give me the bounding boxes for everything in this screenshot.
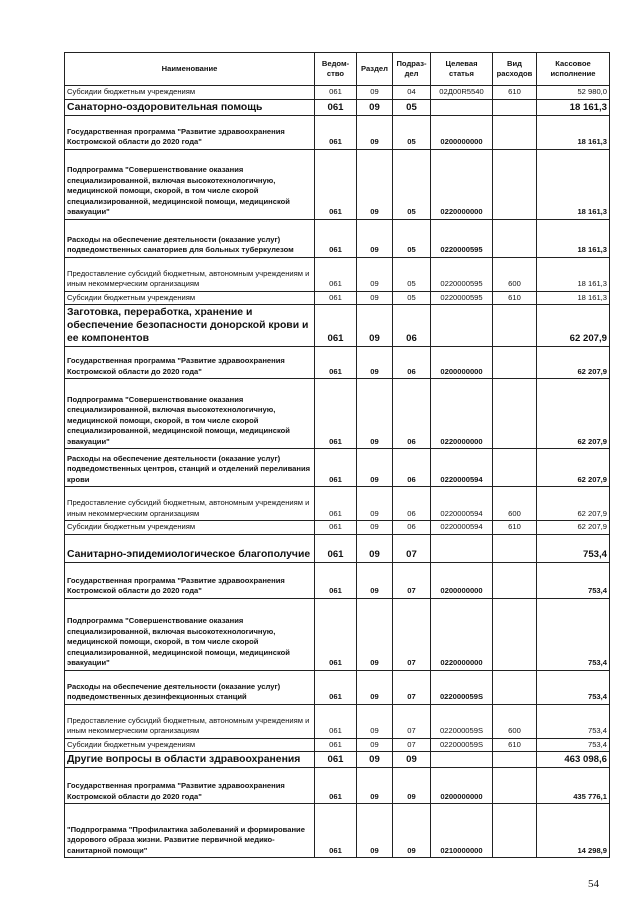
cell-section: 09 [357,347,393,379]
table-row [65,305,610,347]
cell-target [431,752,493,768]
cell-expense-type [493,449,537,487]
cell-amount: 62 207,9 [537,449,610,487]
cell-target: 0210000000 [431,804,493,858]
cell-expense-type: 600 [493,487,537,521]
table-row [65,670,610,704]
cell-subsection: 09 [393,752,431,768]
cell-name: Расходы на обеспечение деятельности (оказание услуг) подведомственных санаториев для больных туберкулезом [65,219,315,257]
cell-amount: 62 207,9 [537,305,610,347]
cell-name: Государственная программа "Развитие здравоохранения Костромской области до 2020 года" [65,768,315,804]
cell-amount: 52 980,0 [537,86,610,100]
table-row [65,115,610,149]
cell-section: 09 [357,449,393,487]
cell-expense-type [493,752,537,768]
cell-target [431,99,493,115]
cell-target: 0220000595 [431,257,493,291]
cell-ministry: 061 [315,347,357,379]
page-number: 54 [588,878,599,890]
table-row [65,487,610,521]
cell-amount: 18 161,3 [537,149,610,219]
table-row [65,449,610,487]
cell-target: 022000059S [431,738,493,752]
cell-name: Санитарно-эпидемиологическое благополучие [65,534,315,562]
cell-name: Предоставление субсидий бюджетным, автономным учреждениям и иным некоммерческим организациям [65,257,315,291]
cell-section: 09 [357,379,393,449]
cell-expense-type [493,99,537,115]
cell-subsection: 06 [393,305,431,347]
cell-ministry: 061 [315,598,357,670]
cell-target: 0220000595 [431,291,493,305]
cell-subsection: 07 [393,704,431,738]
cell-expense-type [493,804,537,858]
cell-expense-type [493,305,537,347]
cell-target: 0220000594 [431,521,493,535]
cell-ministry: 061 [315,99,357,115]
cell-ministry: 061 [315,487,357,521]
cell-target [431,305,493,347]
cell-section: 09 [357,521,393,535]
cell-amount: 18 161,3 [537,257,610,291]
cell-section: 09 [357,99,393,115]
cell-section: 09 [357,804,393,858]
cell-target: 0200000000 [431,347,493,379]
cell-amount: 18 161,3 [537,115,610,149]
header-section: Раздел [357,53,393,86]
cell-subsection: 05 [393,257,431,291]
cell-subsection: 04 [393,86,431,100]
cell-subsection: 06 [393,449,431,487]
cell-name: Расходы на обеспечение деятельности (оказание услуг) подведомственных дезинфекционных станций [65,670,315,704]
cell-ministry: 061 [315,804,357,858]
cell-section: 09 [357,738,393,752]
cell-expense-type: 600 [493,257,537,291]
cell-target: 022000059S [431,670,493,704]
table-row [65,347,610,379]
table-row [65,768,610,804]
cell-expense-type: 610 [493,521,537,535]
cell-ministry: 061 [315,257,357,291]
cell-target: 0220000000 [431,379,493,449]
cell-ministry: 061 [315,291,357,305]
table-row [65,562,610,598]
cell-name: Санаторно-оздоровительная помощь [65,99,315,115]
cell-expense-type: 610 [493,738,537,752]
cell-target: 0200000000 [431,562,493,598]
cell-section: 09 [357,219,393,257]
cell-amount: 14 298,9 [537,804,610,858]
cell-ministry: 061 [315,752,357,768]
header-target: Целевая статья [431,53,493,86]
cell-ministry: 061 [315,704,357,738]
header-name: Наименование [65,53,315,86]
cell-name: Предоставление субсидий бюджетным, автономным учреждениям и иным некоммерческим организациям [65,487,315,521]
cell-expense-type [493,670,537,704]
cell-section: 09 [357,487,393,521]
cell-section: 09 [357,704,393,738]
header-cash: Кассовое исполнение [537,53,610,86]
cell-name: Субсидии бюджетным учреждениям [65,291,315,305]
table-row [65,704,610,738]
cell-ministry: 061 [315,86,357,100]
cell-section: 09 [357,115,393,149]
cell-amount: 18 161,3 [537,99,610,115]
table-header-row [65,53,610,86]
table-row [65,379,610,449]
cell-target: 0220000000 [431,598,493,670]
cell-subsection: 05 [393,115,431,149]
cell-ministry: 061 [315,305,357,347]
cell-name: Субсидии бюджетным учреждениям [65,521,315,535]
cell-target: 0220000594 [431,487,493,521]
cell-name: Другие вопросы в области здравоохранения [65,752,315,768]
cell-amount: 753,4 [537,704,610,738]
cell-ministry: 061 [315,449,357,487]
table-row [65,598,610,670]
cell-expense-type [493,562,537,598]
cell-amount: 753,4 [537,562,610,598]
table-row [65,219,610,257]
cell-amount: 753,4 [537,670,610,704]
table-row [65,257,610,291]
cell-name: Государственная программа "Развитие здравоохранения Костромской области до 2020 года" [65,115,315,149]
cell-amount: 62 207,9 [537,379,610,449]
cell-expense-type [493,379,537,449]
cell-expense-type [493,598,537,670]
cell-subsection: 06 [393,379,431,449]
cell-ministry: 061 [315,768,357,804]
cell-name: Заготовка, переработка, хранение и обеспечение безопасности донорской крови и ее компонентов [65,305,315,347]
cell-subsection: 06 [393,521,431,535]
cell-amount: 62 207,9 [537,347,610,379]
cell-subsection: 07 [393,562,431,598]
cell-section: 09 [357,562,393,598]
cell-section: 09 [357,149,393,219]
table-row [65,99,610,115]
cell-section: 09 [357,305,393,347]
cell-section: 09 [357,768,393,804]
table-row [65,738,610,752]
cell-target: 0200000000 [431,768,493,804]
cell-ministry: 061 [315,670,357,704]
cell-subsection: 05 [393,219,431,257]
cell-target: 0220000594 [431,449,493,487]
cell-name: Субсидии бюджетным учреждениям [65,86,315,100]
header-subsection: Подраз-дел [393,53,431,86]
header-expense-type: Вид расходов [493,53,537,86]
cell-target: 02Д00R5540 [431,86,493,100]
cell-section: 09 [357,86,393,100]
cell-target: 022000059S [431,704,493,738]
cell-expense-type [493,534,537,562]
table-row [65,804,610,858]
cell-expense-type: 610 [493,86,537,100]
cell-section: 09 [357,534,393,562]
table-row [65,149,610,219]
cell-ministry: 061 [315,379,357,449]
table-body [65,86,610,858]
cell-expense-type: 610 [493,291,537,305]
cell-amount: 753,4 [537,738,610,752]
table-row [65,86,610,100]
cell-expense-type [493,115,537,149]
cell-expense-type [493,768,537,804]
cell-amount: 18 161,3 [537,219,610,257]
budget-table [64,52,610,858]
cell-amount: 463 098,6 [537,752,610,768]
cell-name: Предоставление субсидий бюджетным, автономным учреждениям и иным некоммерческим организациям [65,704,315,738]
cell-name: Подпрограмма "Совершенствование оказания специализированной, включая высокотехнологичную, медицинской помощи, скорой, в том числе скорой специализированной, медицинской помощи, медицинской эвакуации" [65,149,315,219]
cell-section: 09 [357,598,393,670]
cell-amount: 62 207,9 [537,521,610,535]
cell-ministry: 061 [315,219,357,257]
cell-ministry: 061 [315,521,357,535]
cell-amount: 753,4 [537,534,610,562]
cell-ministry: 061 [315,562,357,598]
cell-name: Расходы на обеспечение деятельности (оказание услуг) подведомственных центров, станций и отделений переливания крови [65,449,315,487]
cell-amount: 435 776,1 [537,768,610,804]
cell-ministry: 061 [315,149,357,219]
cell-expense-type: 600 [493,704,537,738]
cell-amount: 62 207,9 [537,487,610,521]
cell-name: Государственная программа "Развитие здравоохранения Костромской области до 2020 года" [65,347,315,379]
cell-section: 09 [357,670,393,704]
table-row [65,534,610,562]
cell-amount: 753,4 [537,598,610,670]
cell-name: "Подпрограмма "Профилактика заболеваний и формирование здорового образа жизни. Развитие первичной медико-санитарной помощи" [65,804,315,858]
table-row [65,291,610,305]
table-row [65,752,610,768]
cell-name: Подпрограмма "Совершенствование оказания специализированной, включая высокотехнологичную, медицинской помощи, скорой, в том числе скорой специализированной, медицинской помощи, медицинской эвакуации" [65,379,315,449]
cell-name: Субсидии бюджетным учреждениям [65,738,315,752]
header-ministry: Ведом-ство [315,53,357,86]
cell-subsection: 09 [393,768,431,804]
cell-target [431,534,493,562]
cell-subsection: 06 [393,347,431,379]
cell-subsection: 07 [393,598,431,670]
cell-ministry: 061 [315,738,357,752]
cell-target: 0200000000 [431,115,493,149]
cell-subsection: 05 [393,149,431,219]
cell-subsection: 07 [393,534,431,562]
cell-section: 09 [357,257,393,291]
cell-section: 09 [357,291,393,305]
cell-expense-type [493,219,537,257]
cell-ministry: 061 [315,115,357,149]
cell-expense-type [493,149,537,219]
cell-name: Подпрограмма "Совершенствование оказания специализированной, включая высокотехнологичную, медицинской помощи, скорой, в том числе скорой специализированной, медицинской помощи, медицинской эвакуации" [65,598,315,670]
cell-target: 0220000595 [431,219,493,257]
cell-ministry: 061 [315,534,357,562]
cell-subsection: 07 [393,738,431,752]
cell-amount: 18 161,3 [537,291,610,305]
table-row [65,521,610,535]
cell-subsection: 09 [393,804,431,858]
cell-expense-type [493,347,537,379]
cell-subsection: 06 [393,487,431,521]
cell-subsection: 05 [393,99,431,115]
cell-name: Государственная программа "Развитие здравоохранения Костромской области до 2020 года" [65,562,315,598]
cell-section: 09 [357,752,393,768]
cell-subsection: 05 [393,291,431,305]
cell-subsection: 07 [393,670,431,704]
cell-target: 0220000000 [431,149,493,219]
